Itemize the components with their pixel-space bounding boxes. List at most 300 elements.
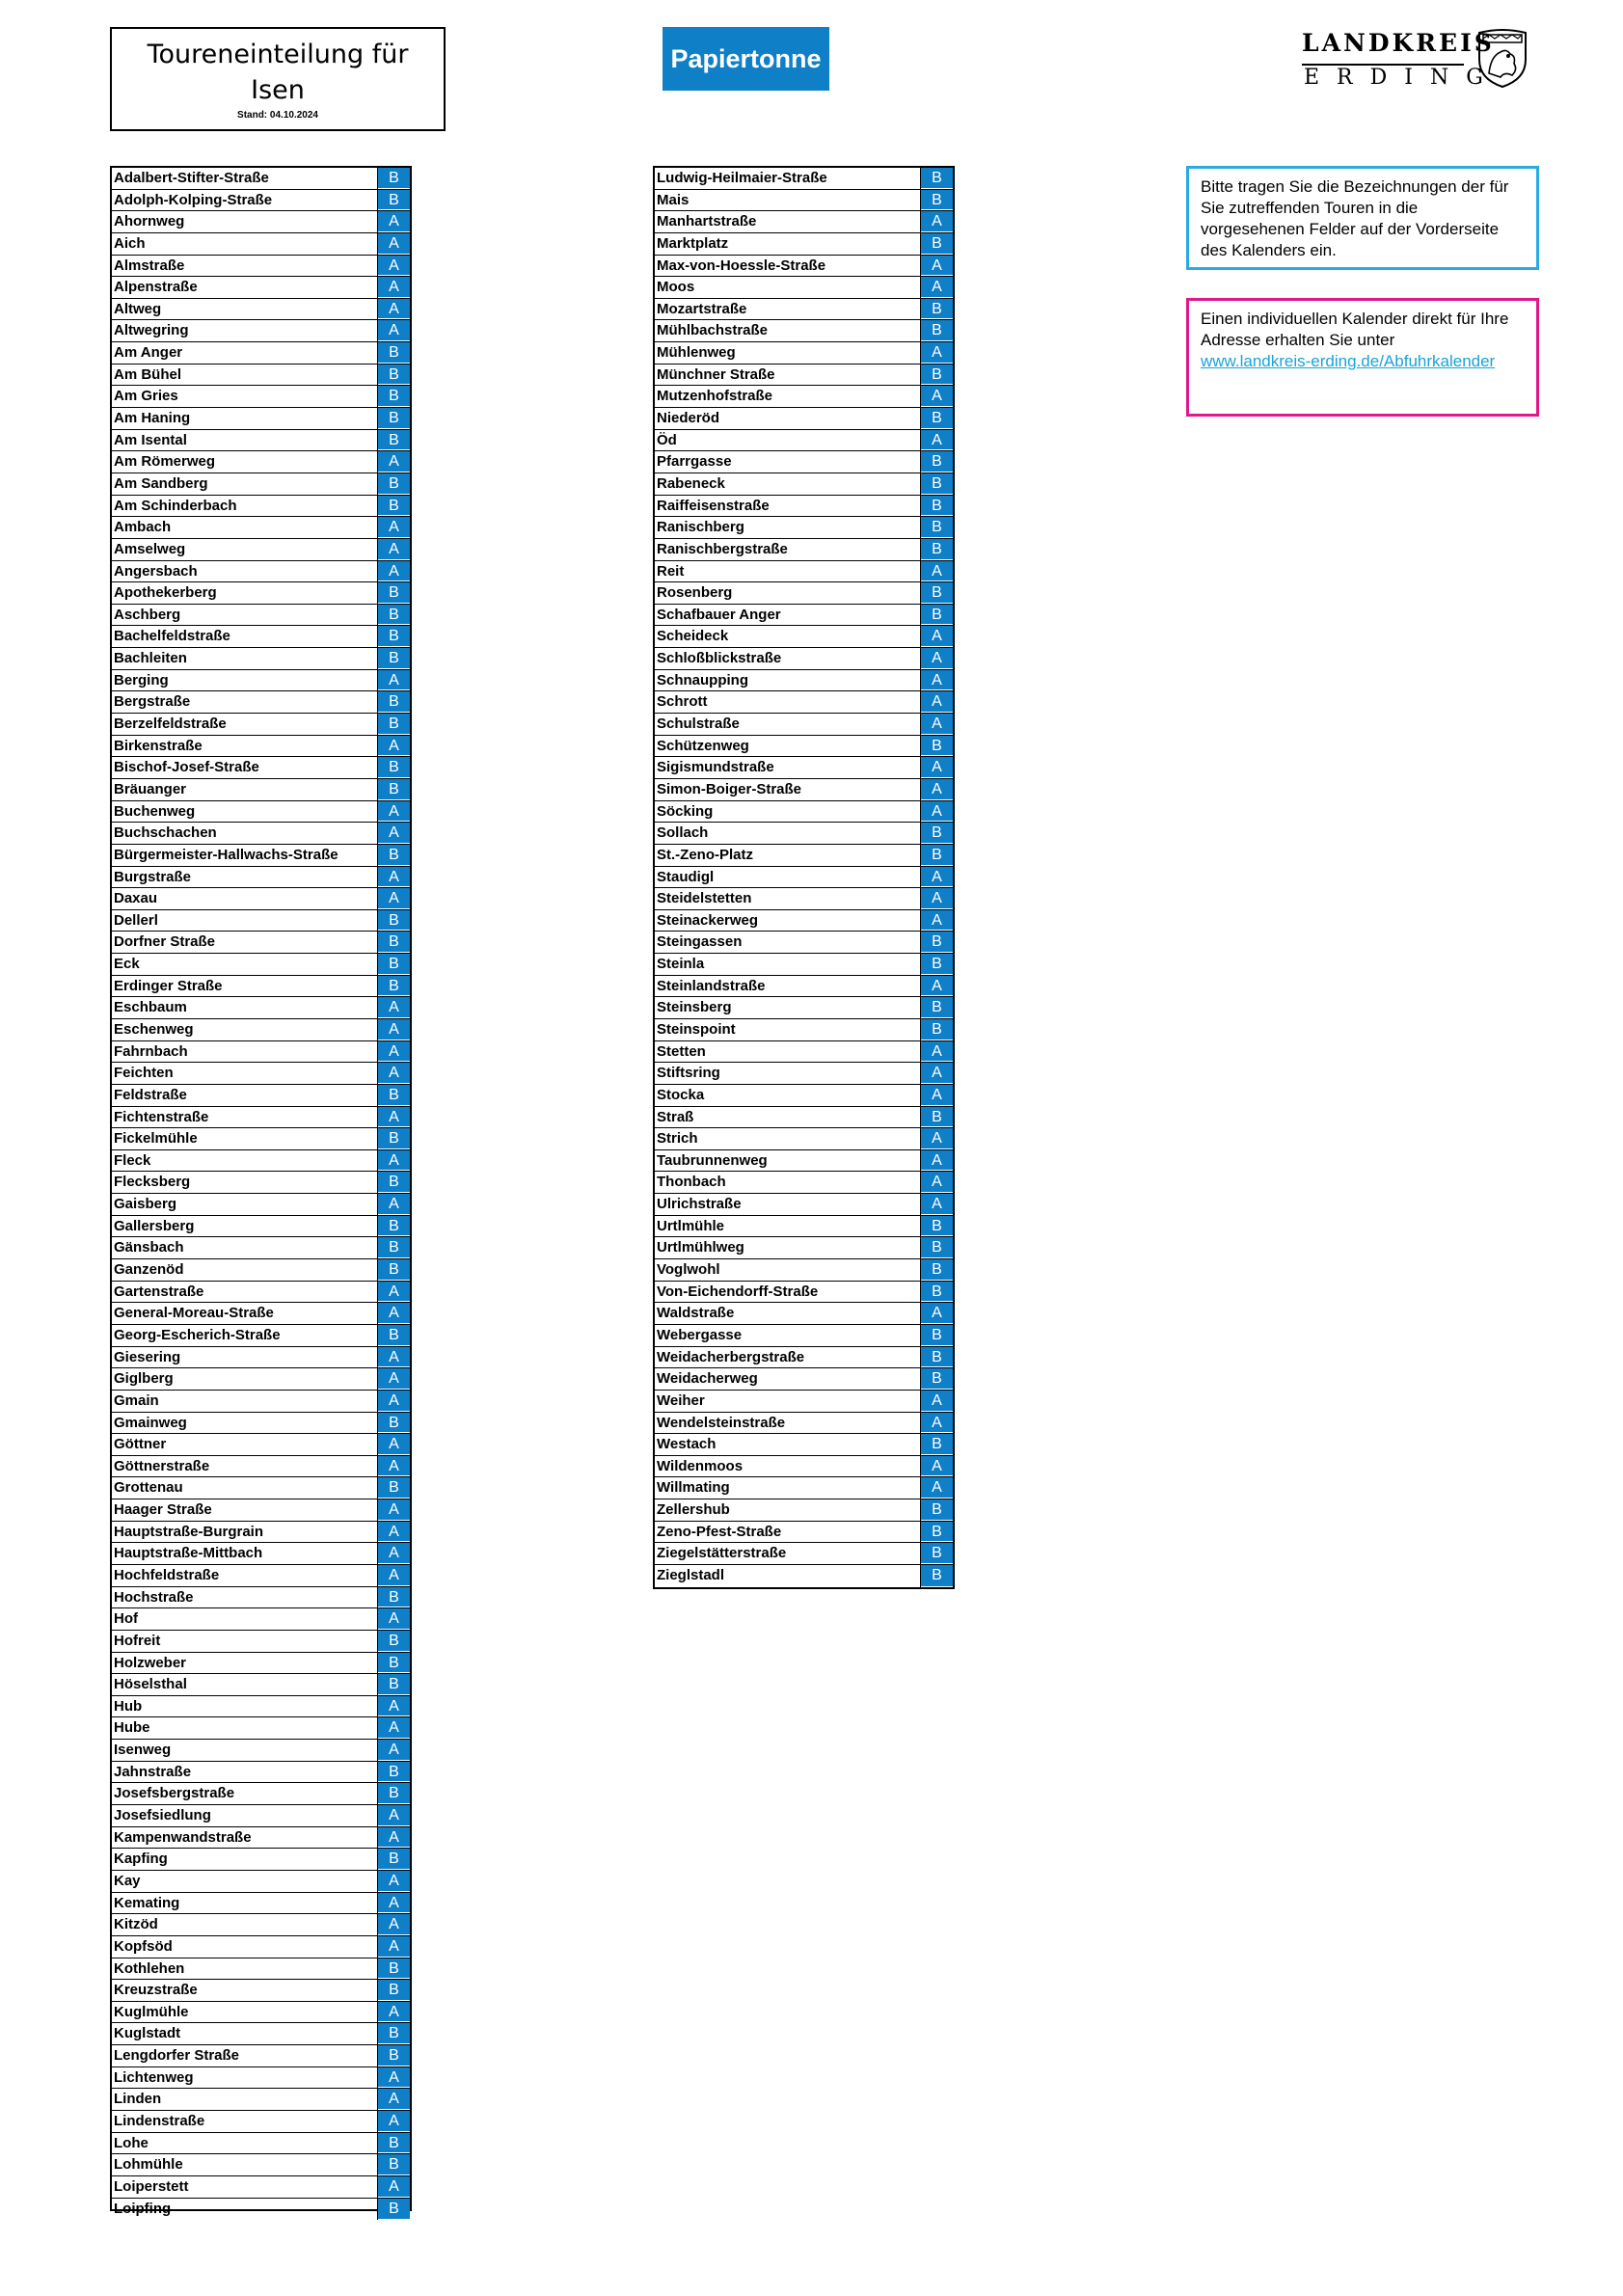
tour-code: B	[378, 1587, 410, 1608]
table-row	[112, 1893, 410, 1915]
tour-code: A	[921, 648, 953, 669]
tour-code: A	[921, 1085, 953, 1106]
table-row	[655, 408, 953, 430]
table-row	[112, 1914, 410, 1936]
street-name: Steidelstetten	[655, 888, 921, 909]
table-row	[655, 1172, 953, 1194]
tour-code: A	[378, 2176, 410, 2198]
tour-code: A	[921, 1128, 953, 1149]
street-name: Burgstraße	[112, 867, 378, 888]
table-row	[112, 997, 410, 1019]
tour-code: B	[378, 473, 410, 495]
street-name: Georg-Escherich-Straße	[112, 1325, 378, 1346]
table-row	[112, 1477, 410, 1499]
table-row	[112, 1653, 410, 1675]
street-name: Am Gries	[112, 386, 378, 407]
street-name: Weidacherbergstraße	[655, 1347, 921, 1368]
tour-code: A	[378, 320, 410, 341]
street-name: Dorfner Straße	[112, 932, 378, 953]
street-name: Rabeneck	[655, 473, 921, 495]
street-name: Zeno-Pfest-Straße	[655, 1522, 921, 1543]
street-name: Berzelfeldstraße	[112, 714, 378, 735]
tour-code: B	[921, 1565, 953, 1587]
tour-code: A	[921, 386, 953, 407]
table-row	[112, 1499, 410, 1522]
tour-code: A	[378, 1368, 410, 1390]
street-name: Stocka	[655, 1085, 921, 1106]
tour-code: B	[378, 757, 410, 778]
tour-code: A	[921, 1456, 953, 1477]
street-name: Gaisberg	[112, 1194, 378, 1215]
table-row	[112, 430, 410, 452]
tour-code: B	[378, 342, 410, 364]
street-name: Schnaupping	[655, 670, 921, 691]
table-row	[112, 1391, 410, 1413]
tour-code: A	[921, 430, 953, 451]
street-name: Thonbach	[655, 1172, 921, 1193]
street-name: Giglberg	[112, 1368, 378, 1390]
tour-code: B	[378, 168, 410, 189]
table-row	[655, 910, 953, 932]
tour-code: A	[378, 1827, 410, 1849]
street-name: Rosenberg	[655, 582, 921, 604]
tour-code: A	[921, 1194, 953, 1215]
table-row	[112, 2067, 410, 2090]
table-row	[112, 2111, 410, 2133]
table-row	[655, 1194, 953, 1216]
street-name: Kuglmühle	[112, 2002, 378, 2023]
table-row	[655, 867, 953, 889]
street-name: Haager Straße	[112, 1499, 378, 1521]
street-name: Sollach	[655, 823, 921, 844]
street-name: Waldstraße	[655, 1303, 921, 1324]
table-row	[655, 888, 953, 910]
tour-code: B	[378, 1980, 410, 2001]
street-name: Taubrunnenweg	[655, 1150, 921, 1172]
table-row	[112, 1958, 410, 1981]
table-row	[112, 1237, 410, 1259]
table-row	[655, 1499, 953, 1522]
street-name: Am Schinderbach	[112, 496, 378, 517]
tour-code: B	[378, 1216, 410, 1237]
tour-code: A	[921, 1391, 953, 1412]
tour-code: B	[921, 517, 953, 538]
table-row	[655, 1325, 953, 1347]
table-row	[112, 1674, 410, 1696]
table-row	[112, 1434, 410, 1456]
stand-date: Stand: 04.10.2024	[237, 110, 318, 121]
tour-code: B	[378, 691, 410, 713]
tour-code: B	[378, 190, 410, 211]
table-row	[112, 1783, 410, 1805]
tour-code: B	[921, 954, 953, 975]
tour-code: A	[378, 1456, 410, 1477]
table-row	[112, 1107, 410, 1129]
street-name: Steinspoint	[655, 1019, 921, 1040]
tour-code: B	[378, 714, 410, 735]
category-badge: Papiertonne	[663, 27, 829, 91]
tour-code: B	[378, 365, 410, 386]
tour-code: A	[921, 757, 953, 778]
tour-code: A	[921, 691, 953, 713]
tour-code: A	[378, 1543, 410, 1564]
table-row	[112, 168, 410, 190]
tour-code: B	[921, 496, 953, 517]
street-name: Hauptstraße-Mittbach	[112, 1543, 378, 1564]
tour-code: A	[921, 277, 953, 298]
calendar-note	[1186, 298, 1539, 417]
street-name: Dellerl	[112, 910, 378, 932]
tour-code: B	[378, 1762, 410, 1783]
street-name: Zellershub	[655, 1499, 921, 1521]
table-row	[655, 997, 953, 1019]
tour-code: B	[378, 2023, 410, 2044]
tour-code: B	[378, 976, 410, 997]
table-row	[112, 561, 410, 583]
street-name: Pfarrgasse	[655, 451, 921, 473]
street-name: Weiher	[655, 1391, 921, 1412]
table-row	[112, 910, 410, 932]
table-row	[112, 2045, 410, 2067]
street-name: Bischof-Josef-Straße	[112, 757, 378, 778]
instruction-text: Bitte tragen Sie die Bezeichnungen der für Sie zutreffenden Touren in die vorgesehenen Felder auf der Vorderseite des Kalenders ein.	[1201, 177, 1509, 259]
table-row	[655, 976, 953, 998]
table-row	[112, 211, 410, 233]
street-name: Lindenstraße	[112, 2111, 378, 2132]
street-name: Am Römerweg	[112, 451, 378, 473]
street-name: Birkenstraße	[112, 736, 378, 757]
street-name: Mutzenhofstraße	[655, 386, 921, 407]
street-name: Hochfeldstraße	[112, 1565, 378, 1586]
street-name: Flecksberg	[112, 1172, 378, 1193]
tour-code: A	[378, 1914, 410, 1935]
street-name: Öd	[655, 430, 921, 451]
table-row	[655, 1237, 953, 1259]
tour-code: A	[378, 451, 410, 473]
table-row	[655, 320, 953, 342]
table-row	[112, 496, 410, 518]
tour-code: B	[921, 190, 953, 211]
table-row	[655, 517, 953, 539]
tour-code: B	[921, 1347, 953, 1368]
street-name: Altwegring	[112, 320, 378, 341]
table-row	[655, 1150, 953, 1173]
table-row	[112, 1587, 410, 1609]
table-row	[655, 1085, 953, 1107]
tour-code: A	[921, 670, 953, 691]
table-row	[112, 1936, 410, 1958]
tour-code: B	[921, 736, 953, 757]
table-row	[112, 342, 410, 365]
table-row	[112, 888, 410, 910]
street-name: Steinlandstraße	[655, 976, 921, 997]
tour-code: B	[921, 473, 953, 495]
street-table-right	[653, 166, 955, 1589]
tour-code: B	[921, 1259, 953, 1281]
table-row	[112, 954, 410, 976]
street-name: Reit	[655, 561, 921, 582]
street-name: Voglwohl	[655, 1259, 921, 1281]
street-name: Westach	[655, 1434, 921, 1455]
table-row	[655, 561, 953, 583]
street-name: Ahornweg	[112, 211, 378, 232]
street-name: Lengdorfer Straße	[112, 2045, 378, 2066]
street-name: Am Isental	[112, 430, 378, 451]
table-row	[112, 691, 410, 714]
tour-code: A	[378, 670, 410, 691]
table-row	[112, 1019, 410, 1041]
street-name: Urtlmühle	[655, 1216, 921, 1237]
tour-code: B	[378, 1325, 410, 1346]
tour-code: B	[921, 845, 953, 866]
table-row	[112, 190, 410, 212]
table-row	[112, 2199, 410, 2221]
table-row	[112, 626, 410, 648]
table-row	[112, 2133, 410, 2155]
table-row	[655, 691, 953, 714]
street-name: Höselsthal	[112, 1674, 378, 1695]
street-name: Strich	[655, 1128, 921, 1149]
table-row	[655, 1456, 953, 1478]
instruction-note	[1186, 166, 1539, 270]
table-row	[655, 1303, 953, 1325]
table-row	[112, 1827, 410, 1850]
table-row	[655, 277, 953, 299]
table-row	[655, 1413, 953, 1435]
tour-code: B	[921, 1282, 953, 1303]
tour-code: A	[378, 997, 410, 1018]
tour-code: A	[378, 1107, 410, 1128]
street-name: Wendelsteinstraße	[655, 1413, 921, 1434]
table-row	[112, 2089, 410, 2111]
street-name: Apothekerberg	[112, 582, 378, 604]
tour-code: B	[921, 1107, 953, 1128]
table-row	[655, 1565, 953, 1587]
tour-code: B	[378, 582, 410, 604]
street-name: Loipfing	[112, 2199, 378, 2221]
tour-code: A	[378, 1063, 410, 1084]
table-row	[655, 670, 953, 692]
tour-code: A	[378, 1805, 410, 1826]
tour-code: A	[378, 1150, 410, 1172]
tour-code: B	[378, 2154, 410, 2175]
tour-code: B	[921, 451, 953, 473]
tour-code: A	[921, 211, 953, 232]
tour-code: B	[921, 1216, 953, 1237]
table-row	[655, 1259, 953, 1282]
tour-code: A	[378, 2067, 410, 2089]
table-row	[655, 299, 953, 321]
tour-code: A	[378, 888, 410, 909]
street-name: Bürgermeister-Hallwachs-Straße	[112, 845, 378, 866]
tour-code: B	[921, 365, 953, 386]
table-row	[112, 801, 410, 824]
table-row	[655, 1434, 953, 1456]
table-row	[655, 1543, 953, 1565]
table-row	[112, 779, 410, 801]
county-logo	[1302, 27, 1533, 95]
tour-code: B	[378, 1477, 410, 1499]
street-name: Daxau	[112, 888, 378, 909]
tour-code: A	[921, 1172, 953, 1193]
street-name: Fahrnbach	[112, 1041, 378, 1063]
tour-code: A	[921, 626, 953, 647]
table-row	[112, 1717, 410, 1740]
street-name: Bachelfeldstraße	[112, 626, 378, 647]
table-row	[655, 932, 953, 954]
table-row	[112, 1696, 410, 1718]
street-name: Mozartstraße	[655, 299, 921, 320]
table-row	[112, 2023, 410, 2045]
table-row	[112, 648, 410, 670]
tour-code: A	[378, 1696, 410, 1717]
tour-code: B	[378, 1958, 410, 1980]
street-name: Urtlmühlweg	[655, 1237, 921, 1258]
tour-code: B	[921, 582, 953, 604]
table-row	[655, 1522, 953, 1544]
street-name: Göttner	[112, 1434, 378, 1455]
table-row	[112, 757, 410, 779]
table-row	[112, 1871, 410, 1893]
tour-code: A	[378, 1565, 410, 1586]
table-row	[112, 1413, 410, 1435]
street-name: Steinsberg	[655, 997, 921, 1018]
tour-code: A	[378, 233, 410, 255]
street-name: Steingassen	[655, 932, 921, 953]
table-row	[655, 430, 953, 452]
table-row	[655, 1477, 953, 1499]
table-row	[112, 1347, 410, 1369]
tour-code: A	[378, 1391, 410, 1412]
tour-code: A	[378, 1893, 410, 1914]
street-name: Altweg	[112, 299, 378, 320]
street-name: Eschenweg	[112, 1019, 378, 1040]
table-row	[112, 451, 410, 473]
street-name: Grottenau	[112, 1477, 378, 1499]
table-row	[112, 1085, 410, 1107]
table-row	[112, 845, 410, 867]
county-crest-icon	[1475, 27, 1529, 89]
table-row	[655, 451, 953, 473]
tour-code: A	[378, 823, 410, 844]
table-row	[112, 1368, 410, 1391]
title-box	[110, 27, 446, 131]
street-name: St.-Zeno-Platz	[655, 845, 921, 866]
tour-code: B	[921, 539, 953, 560]
street-name: Linden	[112, 2089, 378, 2110]
table-row	[112, 2002, 410, 2024]
tour-code: B	[921, 997, 953, 1018]
table-row	[112, 1608, 410, 1631]
tour-code: A	[378, 517, 410, 538]
street-name: Schloßblickstraße	[655, 648, 921, 669]
table-row	[112, 1282, 410, 1304]
table-row	[112, 256, 410, 278]
table-row	[655, 1216, 953, 1238]
tour-code: A	[378, 539, 410, 560]
table-row	[112, 1041, 410, 1064]
tour-code: A	[921, 888, 953, 909]
table-row	[112, 299, 410, 321]
tour-code: B	[378, 954, 410, 975]
tour-code: A	[378, 736, 410, 757]
table-row	[112, 823, 410, 845]
street-name: Stetten	[655, 1041, 921, 1063]
tour-code: B	[378, 1413, 410, 1434]
table-row	[112, 1325, 410, 1347]
table-row	[655, 801, 953, 824]
table-row	[655, 1128, 953, 1150]
calendar-link[interactable]: www.landkreis-erding.de/Abfuhrkalender	[1201, 352, 1496, 370]
table-row	[655, 386, 953, 408]
tour-code: B	[378, 1674, 410, 1695]
tour-code: B	[378, 1172, 410, 1193]
table-row	[112, 517, 410, 539]
table-row	[655, 582, 953, 605]
tour-code: A	[378, 1871, 410, 1892]
table-row	[112, 539, 410, 561]
street-name: Kapfing	[112, 1849, 378, 1870]
street-name: Ludwig-Heilmaier-Straße	[655, 168, 921, 189]
tour-code: B	[378, 430, 410, 451]
street-name: Von-Eichendorff-Straße	[655, 1282, 921, 1303]
street-name: Hof	[112, 1608, 378, 1630]
table-row	[655, 779, 953, 801]
tour-code: B	[921, 1499, 953, 1521]
tour-code: A	[378, 1041, 410, 1063]
tour-code: B	[921, 1522, 953, 1543]
street-name: Josefsbergstraße	[112, 1783, 378, 1804]
tour-code: A	[378, 801, 410, 823]
table-row	[112, 867, 410, 889]
street-name: Schafbauer Anger	[655, 605, 921, 626]
street-name: Josefsiedlung	[112, 1805, 378, 1826]
table-row	[112, 1631, 410, 1653]
table-row	[655, 256, 953, 278]
tour-code: A	[378, 1936, 410, 1958]
table-row	[655, 845, 953, 867]
street-name: Fichtenstraße	[112, 1107, 378, 1128]
table-row	[112, 605, 410, 627]
table-row	[655, 496, 953, 518]
street-name: Bergstraße	[112, 691, 378, 713]
street-name: Giesering	[112, 1347, 378, 1368]
street-name: Sigismundstraße	[655, 757, 921, 778]
street-name: Kreuzstraße	[112, 1980, 378, 2001]
street-name: Adalbert-Stifter-Straße	[112, 168, 378, 189]
table-row	[112, 714, 410, 736]
street-name: Münchner Straße	[655, 365, 921, 386]
street-name: Scheideck	[655, 626, 921, 647]
street-name: Gartenstraße	[112, 1282, 378, 1303]
tour-code: A	[378, 1347, 410, 1368]
street-name: Mühlenweg	[655, 342, 921, 364]
street-name: Am Haning	[112, 408, 378, 429]
table-row	[112, 1194, 410, 1216]
table-row	[655, 365, 953, 387]
tour-code: B	[378, 1783, 410, 1804]
table-row	[112, 1063, 410, 1085]
tour-code: A	[921, 910, 953, 932]
street-name: Gallersberg	[112, 1216, 378, 1237]
table-row	[655, 757, 953, 779]
street-name: Kopfsöd	[112, 1936, 378, 1958]
table-row	[655, 605, 953, 627]
table-row	[655, 211, 953, 233]
street-name: Steinackerweg	[655, 910, 921, 932]
street-name: Niederöd	[655, 408, 921, 429]
tour-code: A	[378, 2089, 410, 2110]
